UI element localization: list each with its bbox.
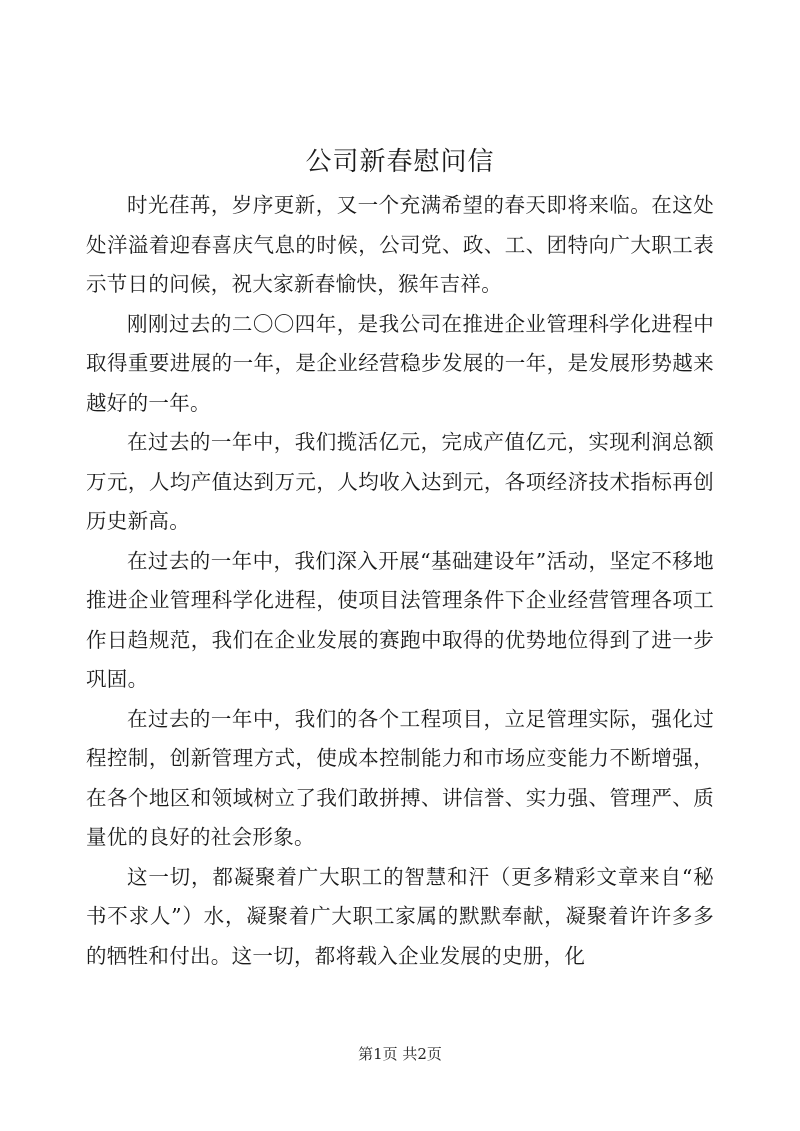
paragraph-4: 在过去的一年中，我们深入开展“基础建设年”活动，坚定不移地推进企业管理科学化进程，使项目法管理条件下企业经营管理各项工作日趋规范，我们在企业发展的赛跑中取得的优势地位得到了进一步巩固。	[86, 548, 714, 691]
page-footer: 第1页 共2页	[358, 1045, 442, 1063]
document-body	[86, 186, 714, 976]
paragraph-3: 在过去的一年中，我们揽活亿元，完成产值亿元，实现利润总额万元，人均产值达到万元，人均收入达到元，各项经济技术指标再创历史新高。	[86, 430, 714, 533]
paragraph-5: 在过去的一年中，我们的各个工程项目，立足管理实际，强化过程控制，创新管理方式，使成本控制能力和市场应变能力不断增强，在各个地区和领域树立了我们敢拼搏、讲信誉、实力强、管理严、质量优的良好的社会形象。	[86, 706, 714, 849]
paragraph-6: 这一切，都凝聚着广大职工的智慧和汗（更多精彩文章来自“秘书不求人”）水，凝聚着广大职工家属的默默奉献，凝聚着许许多多的牺牲和付出。这一切，都将载入企业发展的史册，化	[86, 864, 714, 968]
paragraph-1: 时光荏苒，岁序更新，又一个充满希望的春天即将来临。在这处处洋溢着迎春喜庆气息的时候，公司党、政、工、团特向广大职工表示节日的问候，祝大家新春愉快，猴年吉祥。	[86, 193, 714, 296]
paragraph-2: 刚刚过去的二〇〇四年，是我公司在推进企业管理科学化进程中取得重要进展的一年，是企业经营稳步发展的一年，是发展形势越来越好的一年。	[86, 311, 714, 415]
document-title: 公司新春慰问信	[305, 147, 495, 177]
